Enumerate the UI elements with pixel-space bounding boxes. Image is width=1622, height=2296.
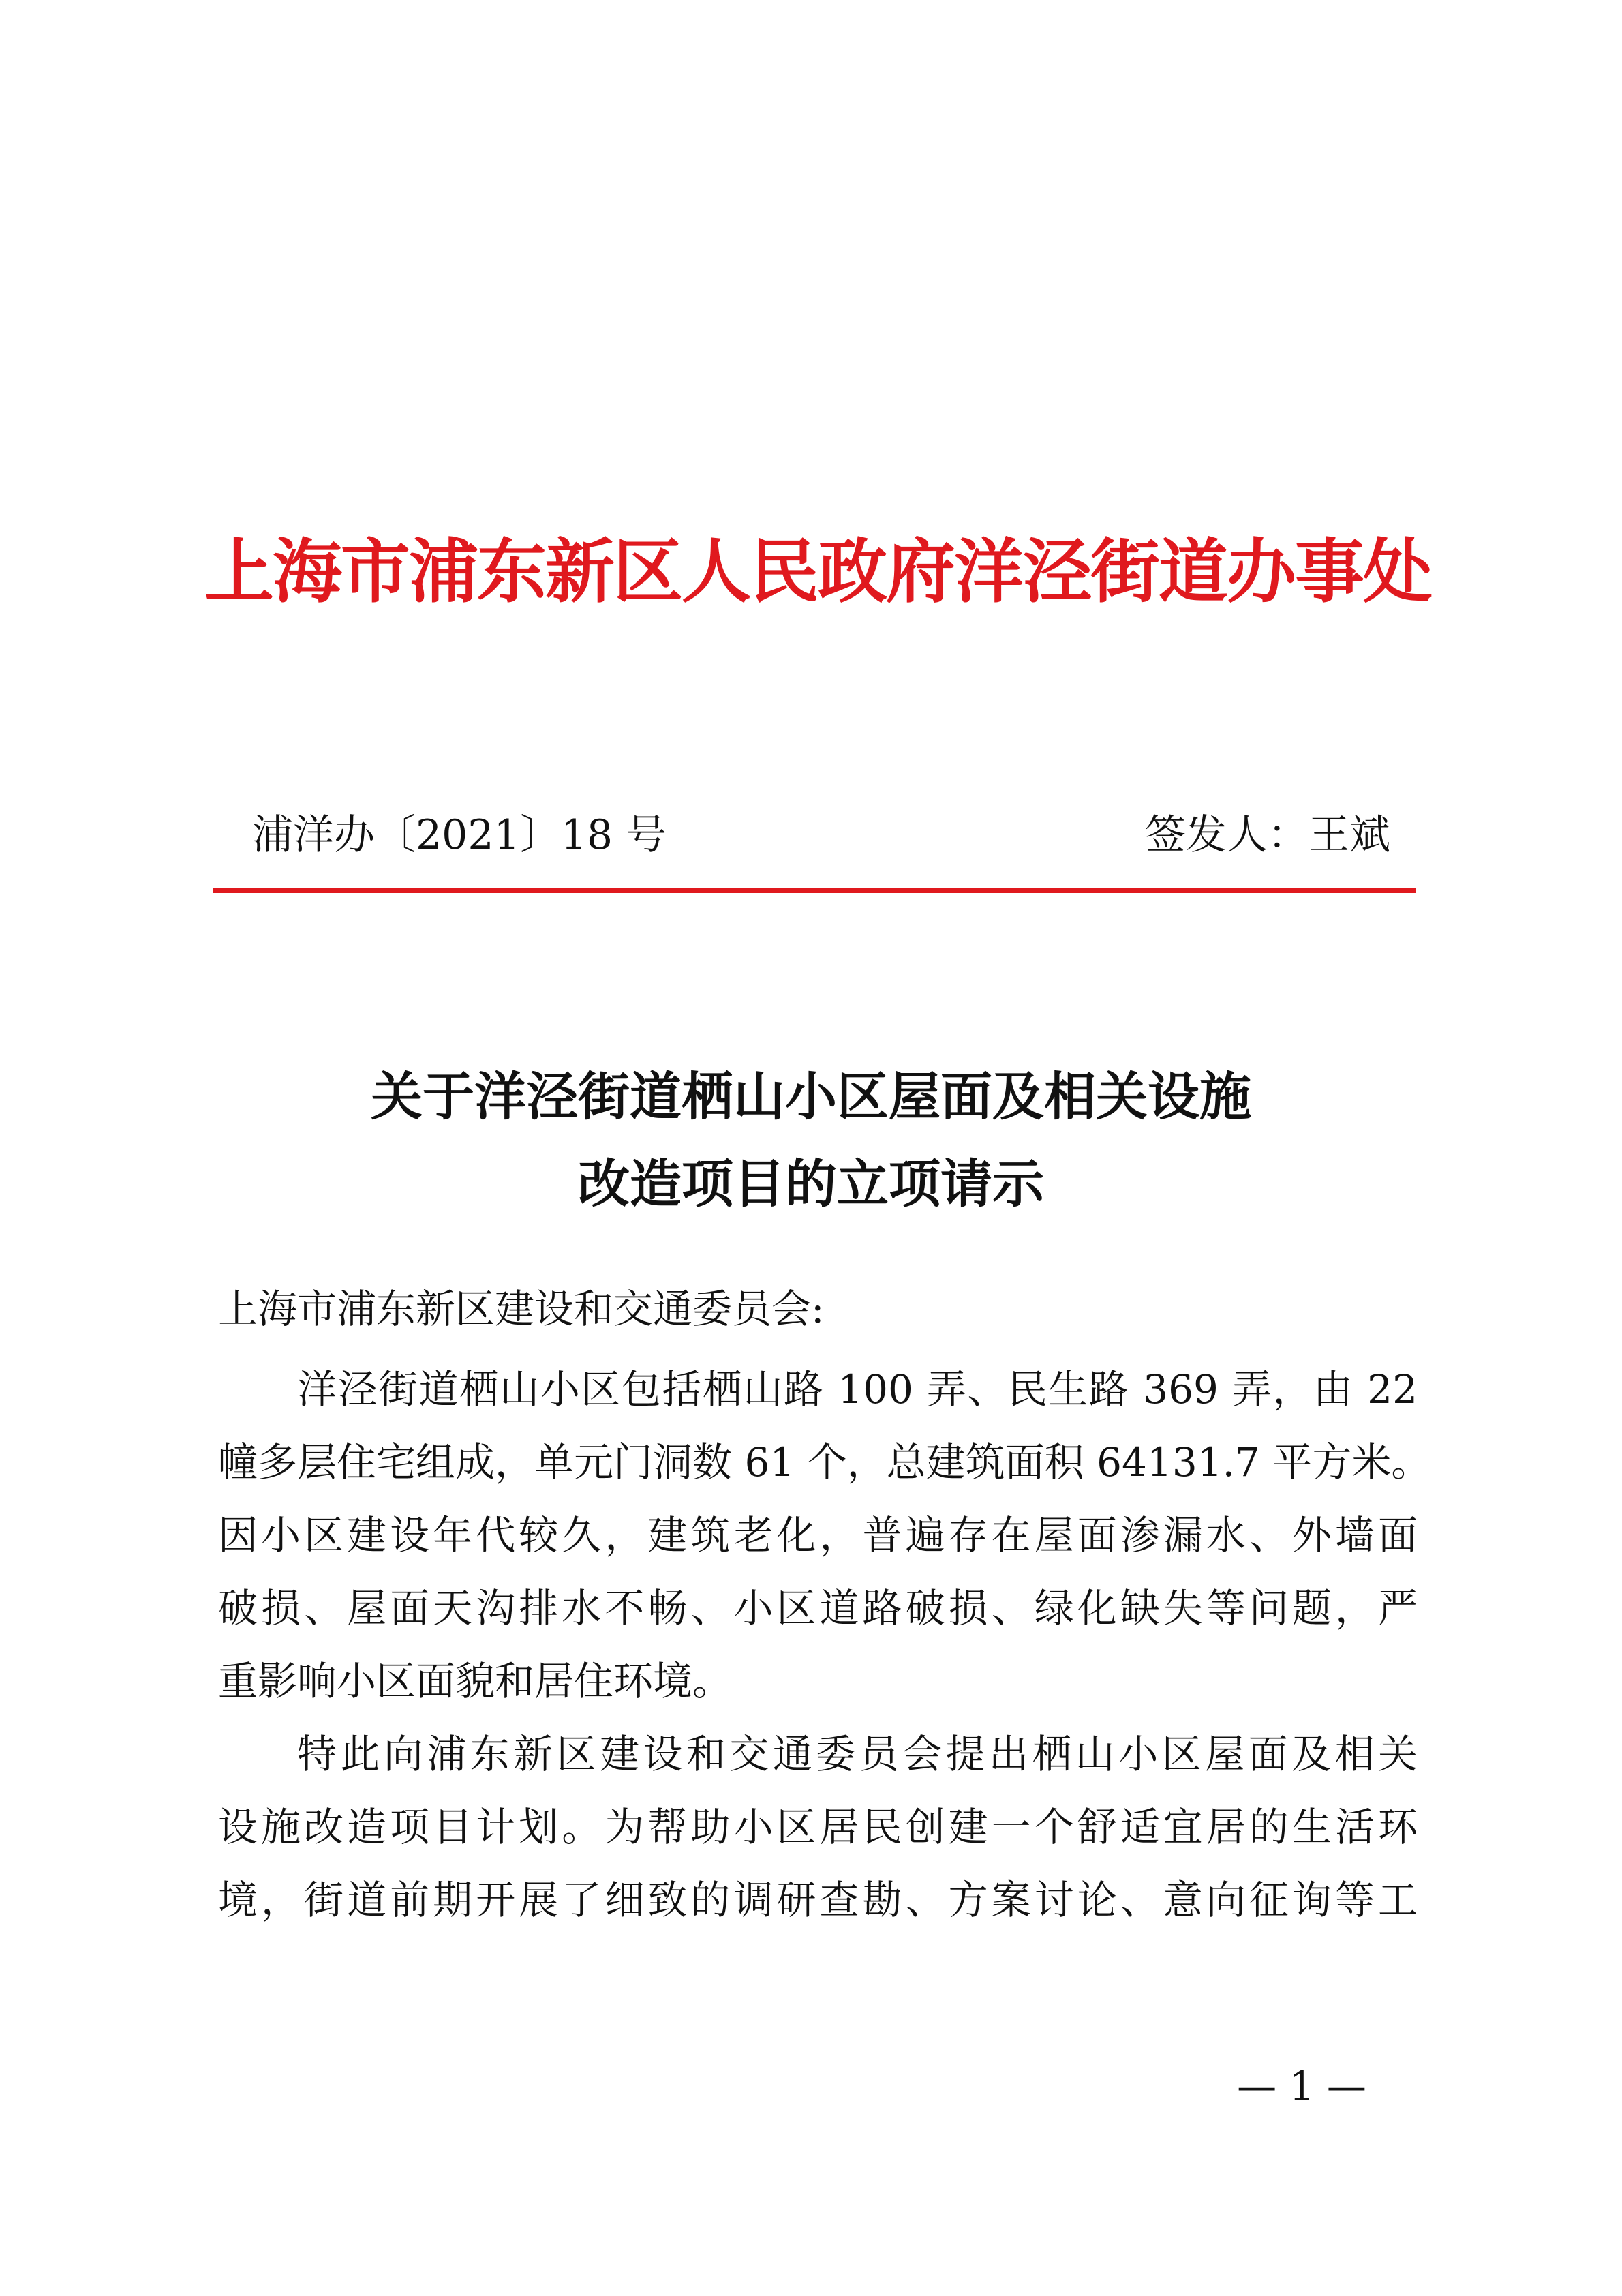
document-title-line: 改造项目的立项请示 [578,1153,1044,1214]
body-line: 破损、屋面天沟排水不畅、小区道路破损、绿化缺失等问题，严 [218,1585,1418,1631]
body-line: 重影响小区面貌和居住环境。 [218,1658,733,1704]
document-meta [252,804,1411,866]
body-line: 幢多层住宅组成，单元门洞数 61 个，总建筑面积 64131.7 平方米。 [218,1439,1431,1485]
document-number: 浦洋办〔2021〕18 号 [252,811,667,859]
red-divider [213,888,1416,893]
signer: 签发人：王斌 [1145,811,1390,859]
issuing-authority-title: 上海市浦东新区人民政府洋泾街道办事处 [204,532,1431,613]
document-title-line: 关于洋泾街道栖山小区屋面及相关设施 [371,1066,1251,1127]
addressee: 上海市浦东新区建设和交通委员会: [218,1286,825,1332]
body-line: 境，街道前期开展了细致的调研查勘、方案讨论、意向征询等工 [218,1877,1418,1923]
body-line: 特此向浦东新区建设和交通委员会提出栖山小区屋面及相关 [297,1731,1418,1777]
body-text [218,1353,1431,1937]
body-line: 洋泾街道栖山小区包括栖山路 100 弄、民生路 369 弄，由 22 [297,1366,1418,1413]
body-line: 设施改造项目计划。为帮助小区居民创建一个舒适宜居的生活环 [218,1804,1418,1850]
body-line: 因小区建设年代较久，建筑老化，普遍存在屋面渗漏水、外墙面 [218,1512,1418,1558]
document-title [204,1053,1418,1228]
page-number: — 1 — [1237,2063,1366,2109]
